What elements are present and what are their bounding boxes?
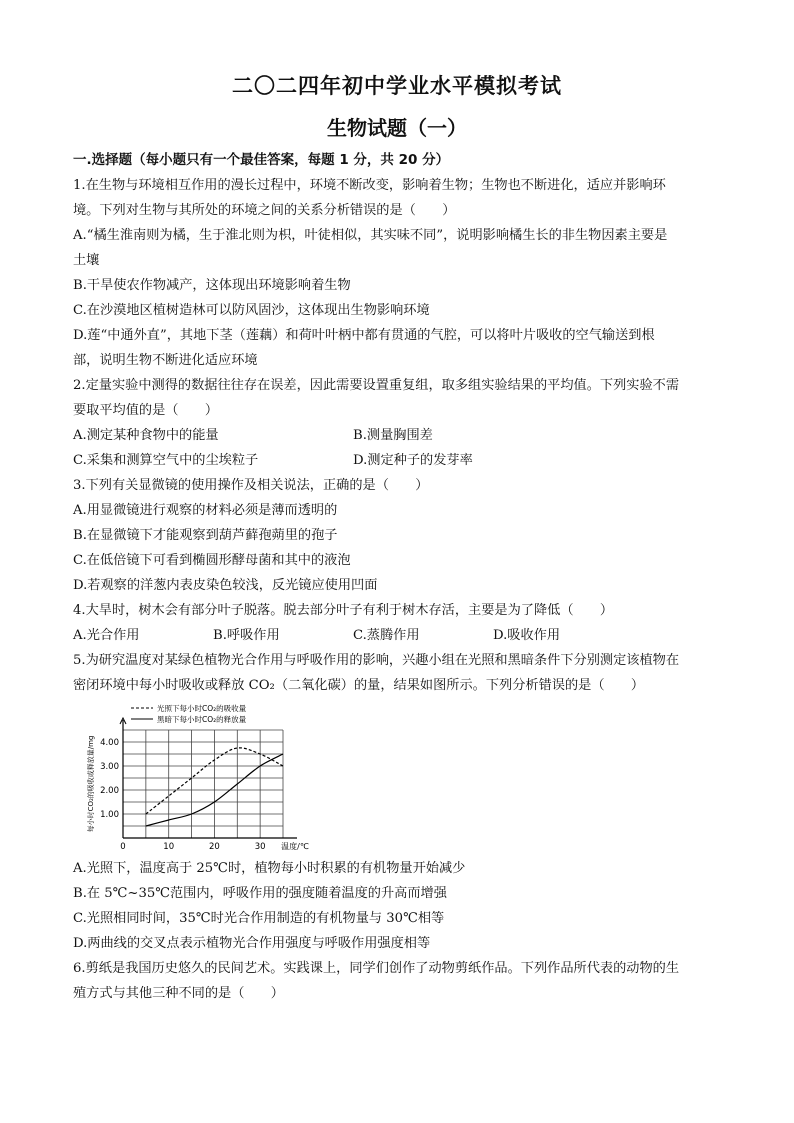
q1-stem-line2: 境。下列对生物与其所处的环境之间的关系分析错误的是（ ） [73, 203, 456, 218]
y-tick-label: 1.00 [100, 810, 119, 820]
x-tick-label: 20 [209, 842, 220, 852]
q5-stem-line1: 5.为研究温度对某绿色植物光合作用与呼吸作用的影响，兴趣小组在光照和黑暗条件下分别测定该植物在 [73, 653, 680, 668]
question-5 [73, 648, 723, 956]
q5-chart-svg [73, 702, 313, 852]
x-tick-label: 0 [120, 842, 126, 852]
y-axis-label: 每小时CO₂的吸收或释放量/mg [87, 735, 95, 833]
section-heading: 一.选择题（每小题只有一个最佳答案，每题 1 分，共 20 分） [73, 152, 450, 168]
q2-options-row2 [73, 448, 723, 473]
q4-option-d: D.吸收作用 [493, 628, 561, 643]
exam-title: 二〇二四年初中学业水平模拟考试 [232, 73, 562, 98]
q1-option-a-line1: A.“橘生淮南则为橘，生于淮北则为枳，叶徒相似，其实味不同”，说明影响橘生长的非生物因素主要是 [73, 228, 668, 243]
x-tick-label: 30 [254, 842, 266, 852]
x-axis-label: 温度/℃ [281, 842, 309, 851]
q2-option-b: B.测量胸围差 [353, 428, 433, 443]
q2-option-c: C.采集和测算空气中的尘埃粒子 [73, 453, 259, 468]
exam-subtitle: 生物试题（一） [327, 116, 467, 140]
q6-stem-line2: 殖方式与其他三种不同的是（ ） [73, 986, 284, 1001]
q2-stem-line1: 2.定量实验中测得的数据往往存在误差，因此需要设置重复组，取多组实验结果的平均值。下列实验不需 [73, 378, 680, 393]
q5-chart [73, 702, 313, 852]
q6-stem-line1: 6.剪纸是我国历史悠久的民间艺术。实践课上，同学们创作了动物剪纸作品。下列作品所代表的动物的生 [73, 961, 680, 976]
q2-options-row1 [73, 423, 723, 448]
q3-option-d: D.若观察的洋葱内表皮染色较浅，反光镜应使用凹面 [73, 578, 378, 593]
q3-option-c: C.在低倍镜下可看到椭圆形酵母菌和其中的液泡 [73, 553, 351, 568]
x-tick-label: 10 [163, 842, 175, 852]
q5-stem-line2: 密闭环境中每小时吸收或释放 CO₂（二氧化碳）的量，结果如图所示。下列分析错误的是（ ） [73, 678, 645, 693]
y-tick-label: 4.00 [100, 738, 119, 748]
q4-options-row [73, 623, 723, 648]
q2-option-a: A.测定某种食物中的能量 [73, 428, 219, 443]
q3-option-a: A.用显微镜进行观察的材料必须是薄而透明的 [73, 503, 338, 518]
q3-option-b: B.在显微镜下才能观察到葫芦藓孢蒴里的孢子 [73, 528, 338, 543]
question-4 [73, 598, 723, 648]
q5-option-d: D.两曲线的交叉点表示植物光合作用强度与呼吸作用强度相等 [73, 936, 431, 951]
q1-option-a-line2: 土壤 [73, 253, 100, 268]
q5-option-b: B.在 5℃~35℃范围内，呼吸作用的强度随着温度的升高而增强 [73, 886, 447, 901]
exam-body [73, 148, 723, 1006]
y-tick-label: 2.00 [100, 786, 119, 796]
y-tick-label: 3.00 [100, 762, 119, 772]
q5-option-c: C.光照相同时间，35℃时光合作用制造的有机物量与 30℃相等 [73, 911, 445, 926]
question-2 [73, 373, 723, 473]
q4-option-c: C.蒸腾作用 [353, 628, 420, 643]
legend-label: 光照下每小时CO₂的吸收量 [157, 704, 247, 713]
q2-option-d: D.测定种子的发芽率 [353, 453, 473, 468]
question-6 [73, 956, 723, 1006]
q1-stem-line1: 1.在生物与环境相互作用的漫长过程中，环境不断改变，影响着生物；生物也不断进化，适应并影响环 [73, 178, 666, 193]
q1-option-c: C.在沙漠地区植树造林可以防风固沙，这体现出生物影响环境 [73, 303, 430, 318]
q5-option-a: A.光照下，温度高于 25℃时，植物每小时积累的有机物量开始减少 [73, 861, 466, 876]
q1-option-b: B.干旱使农作物减产，这体现出环境影响着生物 [73, 278, 351, 293]
q1-option-d-line1: D.莲“中通外直”，其地下茎（莲藕）和荷叶叶柄中都有贯通的气腔，可以将叶片吸收的空气输送到根 [73, 328, 655, 343]
q4-option-a: A.光合作用 [73, 628, 140, 643]
q2-stem-line2: 要取平均值的是（ ） [73, 403, 219, 418]
q3-stem: 3.下列有关显微镜的使用操作及相关说法，正确的是（ ） [73, 478, 429, 493]
question-3 [73, 473, 723, 598]
legend-label: 黑暗下每小时CO₂的释放量 [157, 715, 247, 724]
q4-option-b: B.呼吸作用 [213, 628, 280, 643]
q1-option-d-line2: 部，说明生物不断进化适应环境 [73, 353, 258, 368]
q4-stem: 4.大旱时，树木会有部分叶子脱落。脱去部分叶子有利于树木存活，主要是为了降低（ ） [73, 603, 614, 618]
question-1 [73, 173, 723, 373]
